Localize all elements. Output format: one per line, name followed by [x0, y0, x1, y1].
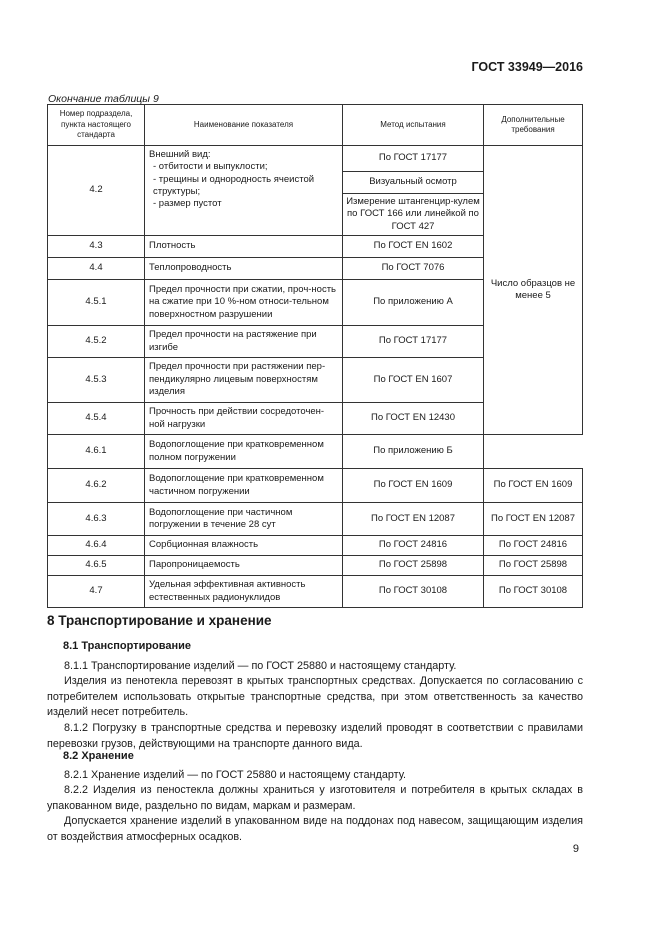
row-number: 4.6.4 [48, 536, 145, 556]
paragraph: 8.1.2 Погрузку в транспортные средства и перевозку изделий проводят в соответствии с правилами перевозки грузов, действующими на транспорте данного вида. [47, 722, 583, 750]
column-header: Дополнительные требования [484, 105, 583, 146]
row-extra: По ГОСТ 25898 [484, 556, 583, 576]
row-extra: По ГОСТ EN 1609 [484, 469, 583, 503]
subsection-heading-storage: 8.2 Хранение [63, 750, 134, 762]
list-item: - отбитости и выпуклости; [153, 161, 268, 173]
row-number: 4.6.1 [48, 435, 145, 469]
row-method: По ГОСТ 30108 [343, 576, 484, 608]
row-name: Водопоглощение при кратковременном полном погружении [145, 435, 343, 469]
row-method: По ГОСТ EN 1609 [343, 469, 484, 503]
row-extra: По ГОСТ 30108 [484, 576, 583, 608]
table-row [48, 503, 583, 536]
row-name: Предел прочности на растяжение при изгибе [145, 326, 343, 358]
row-method: По ГОСТ EN 12430 [343, 403, 484, 435]
row-method: По ГОСТ 17177 [343, 146, 484, 172]
page-number: 9 [572, 843, 579, 855]
column-header: Номер подраздела, пункта настоящего стандарта [48, 105, 145, 146]
row-method: По приложению Б [343, 435, 484, 469]
table-caption: Окончание таблицы 9 [48, 93, 159, 105]
table-row [48, 576, 583, 608]
merged-extra-requirement: Число образцов не менее 5 [484, 146, 583, 435]
row-extra: По ГОСТ 24816 [484, 536, 583, 556]
properties-table [47, 104, 583, 608]
row-number: 4.5.3 [48, 358, 145, 403]
paragraph: 8.2.2 Изделия из пеностекла должны храниться у изготовителя и потребителя в крытых складах в упакованном виде, раздельно по видам, маркам и размерам. [47, 784, 583, 812]
table-row [48, 556, 583, 576]
row-name-title: Внешний вид: [149, 149, 211, 160]
row-name: Водопоглощение при частичном погружении в течение 28 сут [145, 503, 343, 536]
row-method: По ГОСТ EN 1602 [343, 236, 484, 258]
subsection-heading-transport: 8.1 Транспортирование [63, 640, 192, 652]
paragraph: Изделия из пенотекла перевозят в крытых транспортных средствах. Допускается по согласованию с потребителем использовать открытые транспортные средства, при этом ответственность за качество изделий несет потребитель. [47, 675, 583, 718]
row-method: Измерение штангенцир-кулем по ГОСТ 166 или линейкой по ГОСТ 427 [343, 194, 484, 236]
row-method: Визуальный осмотр [343, 172, 484, 194]
row-method: По ГОСТ 17177 [343, 326, 484, 358]
row-method: По ГОСТ 25898 [343, 556, 484, 576]
list-item: - размер пустот [153, 198, 222, 210]
row-name: Предел прочности при растяжении пер-пендикулярно лицевым поверхностям изделия [145, 358, 343, 403]
row-name: Теплопроводность [145, 258, 343, 280]
row-method: По ГОСТ EN 12087 [343, 503, 484, 536]
row-number: 4.7 [48, 576, 145, 608]
row-number: 4.6.3 [48, 503, 145, 536]
row-number: 4.6.2 [48, 469, 145, 503]
paragraph: Допускается хранение изделий в упакованном виде на поддонах под навесом, защищающим изделия от воздействия атмосферных осадков. [47, 815, 583, 843]
row-method: По ГОСТ 24816 [343, 536, 484, 556]
row-number: 4.3 [48, 236, 145, 258]
row-number: 4.6.5 [48, 556, 145, 576]
row-number: 4.5.1 [48, 280, 145, 326]
row-name: Прочность при действии сосредоточен-ной нагрузки [145, 403, 343, 435]
row-name: Предел прочности при сжатии, проч-ность на сжатие при 10 %-ном относи-тельном поверхностном разрушении [145, 280, 343, 326]
row-name: Сорбционная влажность [145, 536, 343, 556]
row-number: 4.5.4 [48, 403, 145, 435]
row-name: Плотность [145, 236, 343, 258]
paragraph: 8.2.1 Хранение изделий — по ГОСТ 25880 и настоящему стандарту. [64, 769, 407, 781]
table-row [48, 435, 583, 469]
row-name [145, 146, 343, 236]
table-header-row [48, 105, 583, 146]
row-name-list [149, 161, 339, 210]
row-number: 4.5.2 [48, 326, 145, 358]
table-row [48, 146, 583, 172]
column-header: Метод испытания [343, 105, 484, 146]
row-name: Паропроницаемость [145, 556, 343, 576]
row-number: 4.2 [48, 146, 145, 236]
list-item: - трещины и однородность ячеистой структуры; [153, 173, 315, 198]
row-name: Удельная эффективная активность естественных радионуклидов [145, 576, 343, 608]
column-header: Наименование показателя [145, 105, 343, 146]
row-number: 4.4 [48, 258, 145, 280]
section-heading: 8 Транспортирование и хранение [47, 613, 272, 628]
paragraph: 8.1.1 Транспортирование изделий — по ГОСТ 25880 и настоящему стандарту. [64, 660, 457, 672]
document-id: ГОСТ 33949—2016 [471, 60, 583, 74]
row-extra: По ГОСТ EN 12087 [484, 503, 583, 536]
row-method: По ГОСТ 7076 [343, 258, 484, 280]
table-row [48, 469, 583, 503]
row-method: По приложению А [343, 280, 484, 326]
table-row [48, 536, 583, 556]
row-name: Водопоглощение при кратковременном частичном погружении [145, 469, 343, 503]
row-method: По ГОСТ EN 1607 [343, 358, 484, 403]
